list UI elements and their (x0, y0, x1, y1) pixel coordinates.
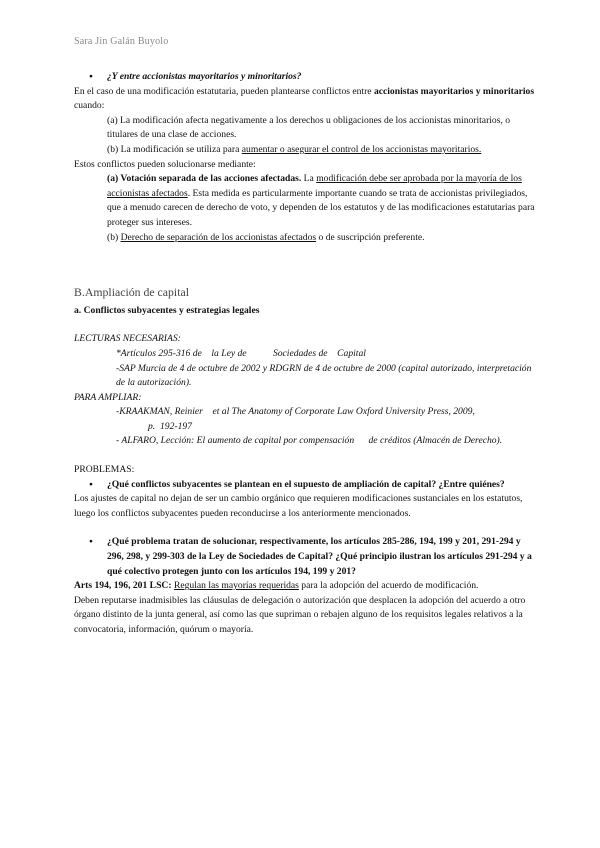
bold-text: (a) Votación separada de las acciones afectadas. (107, 173, 302, 185)
underlined-text: Derecho de separación de los accionistas afectados (120, 231, 317, 243)
text: (b) La modificación se utiliza para (107, 143, 242, 155)
solution-b (74, 231, 536, 246)
reading-3-pages: p. 192-197 (148, 420, 192, 432)
underlined-text: modificación debe ser aprobada por la mayoría de los accionistas afectados (107, 173, 522, 199)
text: En el caso de una modificación estatutaria, pueden plantearse conflictos entre (74, 85, 374, 97)
page-header-author: Sara Jin Galán Buyolo (74, 36, 169, 47)
bold-text: Arts 194, 196, 201 LSC: (74, 580, 172, 592)
reading-1: *Artículos 295-316 de la Ley de Sociedades de Capital (116, 347, 366, 359)
problem-1-answer: Los ajustes de capital no dejan de ser un cambio orgánico que requieren modificaciones sustanciales en los estatutos, luego los conflictos subyacentes pueden reconducirse a los anteriormente mencionados. (74, 493, 523, 519)
underlined-text: aumentar o asegurar el control de los accionistas mayoritarios. (241, 143, 482, 155)
bold-text: accionistas mayoritarios y minoritarios (373, 85, 535, 97)
problem-2-answer (74, 579, 536, 594)
section-heading-ampliacion: B.Ampliación de capital (74, 285, 189, 300)
solution-a (74, 172, 536, 230)
paragraph-solutions: Estos conflictos pueden solucionarse mediante: (74, 158, 256, 170)
text: para la adopción del acuerdo de modificación. (298, 580, 479, 592)
problem-2-final: Deben reputarse inadmisibles las cláusulas de delegación o autorización que desplacen la adopción del acuerdo a otro órgano distinto de la junta general, así como las que supriman o rebajen alguno de los requisitos legales relativos a la convocatoria, información, quórum o mayoría. (74, 594, 526, 635)
text: o de suscripción preferente. (316, 231, 425, 243)
problems-label: PROBLEMAS: (74, 464, 135, 476)
document-body (74, 70, 536, 638)
underlined-text: Regulan las mayorías requeridas (173, 580, 299, 592)
problem-1-question: ● ¿Qué conflictos subyacentes se plantean en el supuesto de ampliación de capital? ¿Entre quiénes? (74, 478, 536, 493)
reading-2: -SAP Murcia de 4 de octubre de 2002 y RDGRN de 4 de octubre de 2000 (capital autorizado, interpretación de la autorización). (116, 362, 532, 389)
text: cuando: (74, 100, 105, 112)
paragraph-intro (74, 85, 536, 114)
subsection-heading: a. Conflictos subyacentes y estrategias legales (74, 304, 260, 316)
readings-label: LECTURAS NECESARIAS: (74, 333, 181, 345)
reading-3: -KRAAKMAN, Reinier et al The Anatomy of Corporate Law Oxford University Press, 2009, (116, 406, 475, 418)
text: La (301, 173, 317, 185)
condition-a: (a) La modificación afecta negativamente a los derechos u obligaciones de los accionistas minoritarios, o titulares de una clase de acciones. (107, 114, 511, 141)
reading-4: - ALFARO, Lección: El aumento de capital por compensación de créditos (Almacén de Derecho). (116, 435, 503, 447)
problem-2-question: ● ¿Qué problema tratan de solucionar, respectivamente, los artículos 285-286, 194, 199 y 201, 291-294 y 296, 298, y 299-303 de la Ley de Sociedades de Capital? ¿Qué principio ilustran los artículos 291-294 y a qué colectivo protegen junto con los artículos 194, 199 y 201? (74, 535, 536, 579)
text: (b) (107, 231, 121, 243)
question-bullet-majority-minority: ● ¿Y entre accionistas mayoritarios y minoritarios? (74, 70, 536, 85)
condition-b (74, 143, 536, 158)
further-reading-label: PARA AMPLIAR: (74, 391, 142, 403)
text: . Esta medida es particularmente importante cuando se trata de accionistas privilegiados, que a menudo carecen de derecho de voto, y dependen de los estatutos y de las modificaciones estatutarias para proteger sus intereses. (107, 187, 535, 228)
